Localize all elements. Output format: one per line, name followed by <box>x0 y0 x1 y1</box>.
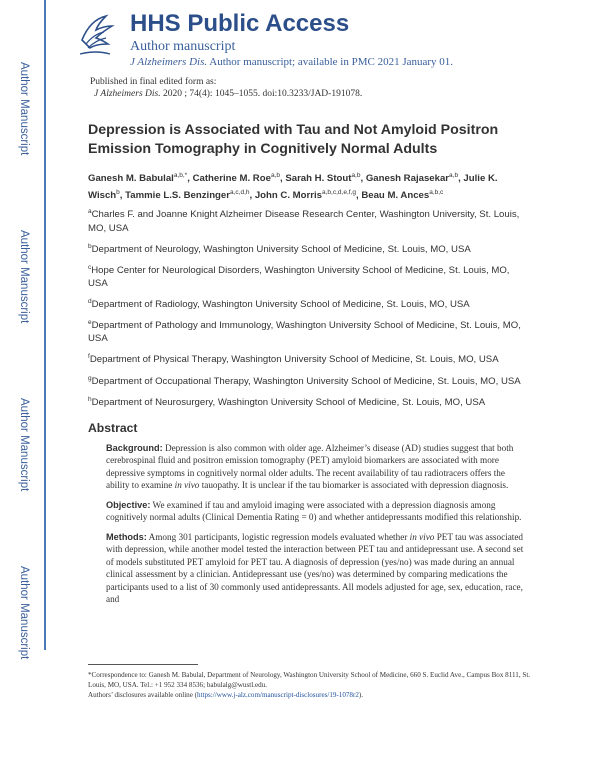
hhs-title: HHS Public Access <box>130 10 350 37</box>
author-manuscript-label: Author Manuscript <box>18 398 30 492</box>
author: Beau M. Ances$^{a,b,c}$ <box>361 189 444 202</box>
author: John C. Morris$^{a,b,c,d,e,f,g}$ <box>254 189 356 202</box>
sidebar <box>0 0 46 776</box>
author-manuscript-subtitle: Author manuscript <box>130 39 236 54</box>
author: Catherine M. Roe$^{a,b}$ <box>192 172 280 185</box>
affiliation: $^d$Department of Radiology, Washington University School of Medicine, St. Louis, MO, USA <box>88 297 470 311</box>
affiliation: $^g$Department of Occupational Therapy, Washington University School of Medicine, St. Louis, MO, USA <box>88 374 521 387</box>
author: Julie K. Wisch$^b$ <box>88 173 498 202</box>
published-in-label: Published in final edited form as: <box>90 77 217 87</box>
abstract-background: Background: Depression is also common with older age. Alzheimer’s disease (AD) studies suggest that both cerebrospinal fluid and positron emission tomography (PET) amyloid biomarkers are associated with more depressive symptoms in cognitively normal older adults. The recent availability of tau radiotracers offers the ability to examine in vivo tauopathy. It is unclear if the tau biomarker is associated with depression diagnosis. <box>106 442 514 491</box>
sidebar-rule <box>44 0 46 650</box>
correspondence-note: *Correspondence to: Ganesh M. Babulal, Department of Neurology, Washington University School of Medicine, 660 S. Euclid Ave., Campus Box 8111, St. Louis, MO, USA. Tel.: +1 952 334 8536; babulalg@wustl.edu. <box>88 671 531 689</box>
disclosures-link[interactable]: https://www.j-alz.com/manuscript-disclosures/19-1078r2 <box>197 691 359 699</box>
availability-note: Author manuscript; available in PMC 2021 January 01. <box>209 56 454 68</box>
author-list: Ganesh M. Babulal$^{a,b,*}$, Catherine M. Roe$^{a,b}$, Sarah H. Stout$^{a,b}$, Ganesh Rajasekar$^{a,b}$, Julie K. Wisch$^b$, Tammie L.S. Benzinger$^{a,c,d,h}$, John C. Morris$^{a,b,c,d,e,f,g}$, Beau M. Ances$^{a,b,c}$ <box>88 172 498 202</box>
hhs-eagle-logo-icon <box>76 10 116 58</box>
abstract-methods: Methods: Among 301 participants, logistic regression models evaluated whether in vivo PET tau was associated with depression, while another model tested the interaction between PET tau and antidepressant use. A second set of models substituted PET amyloid for PET tau. A diagnosis of depression (yes/no) was made during an annual clinical assessment by a clinician. Antidepressant use (yes/no) was determined by comparing medications the participants used to a list of 30 commonly used antidepressants. All models adjusted for age, sex, education, race, and <box>106 531 524 605</box>
author-manuscript-label: Author Manuscript <box>18 566 30 660</box>
author: Ganesh Rajasekar$^{a,b}$ <box>365 172 459 185</box>
abstract-objective: Objective: We examined if tau and amyloid imaging were associated with a depression diagnosis among cognitively normal adults (Clinical Dementia Rating = 0) and whether antidepressants modified this relationship. <box>106 499 522 523</box>
author-manuscript-label: Author Manuscript <box>18 230 30 324</box>
citation <box>90 88 362 100</box>
citation-details: 2020 ; 74(4): 1045–1055. doi:10.3233/JAD-191078. <box>162 89 363 99</box>
citation-journal: J Alzheimers Dis. <box>94 89 161 99</box>
affiliation: $^f$Department of Physical Therapy, Washington University School of Medicine, St. Louis, MO, USA <box>88 353 499 366</box>
disclosures-note: Authors’ disclosures available online (https://www.j-alz.com/manuscript-disclosures/19-1078r2). <box>88 691 364 699</box>
article-body <box>88 121 528 606</box>
footnote <box>88 670 548 700</box>
author: Ganesh M. Babulal$^{a,b,*}$ <box>88 172 188 185</box>
author-manuscript-label: Author Manuscript <box>18 62 30 156</box>
footnote-rule <box>88 664 198 665</box>
article-title: Depression is Associated with Tau and Not Amyloid Positron Emission Tomography in Cognitively Normal Adults <box>88 122 499 157</box>
affiliation: $^h$Department of Neurosurgery, Washington University School of Medicine, St. Louis, MO, USA <box>88 395 486 408</box>
journal-availability <box>130 55 453 69</box>
abstract-heading: Abstract <box>88 420 138 435</box>
header <box>76 10 546 80</box>
journal-name: J Alzheimers Dis. <box>130 56 208 68</box>
author: Tammie L.S. Benzinger$^{a,c,d,h}$ <box>125 189 250 202</box>
author: Sarah H. Stout$^{a,b}$ <box>285 172 361 185</box>
affiliation: $^c$Hope Center for Neurological Disorders, Washington University School of Medicine, St. Louis, MO, USA <box>88 263 510 289</box>
publication-info <box>90 76 362 100</box>
affiliation: $^e$Department of Pathology and Immunology, Washington University School of Medicine, St. Louis, MO, USA <box>88 319 521 345</box>
affiliation: $^a$Charles F. and Joanne Knight Alzheimer Disease Research Center, Washington University, St. Louis, MO, USA <box>88 208 520 234</box>
affiliation: $^b$Department of Neurology, Washington University School of Medicine, St. Louis, MO, USA <box>88 242 471 255</box>
